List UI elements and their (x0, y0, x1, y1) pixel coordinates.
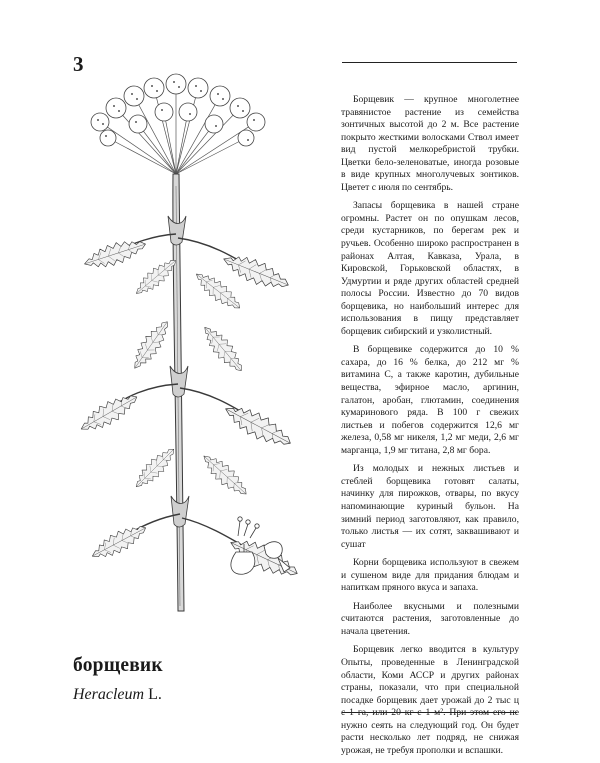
latin-name (73, 686, 162, 704)
paragraph-2: Запасы борщевика в нашей стране огромны. Растет он по опушкам лесов, среди кустарников, по берегам рек и ручьев. Особенно широко распространен в районах Алтая, Кавказа, Урала, в Кировской, Горьковской областях, в Удмуртии и ряде других областей средней полосы России. Известно до 70 видов борщевика, но наибольший интерес для использования в пищу представляет борщевик сибирский и узколистный. (341, 200, 519, 337)
paragraph-4: Из молодых и нежных листьев и стеблей борщевика готовят салаты, начинку для пирожков, отвары, по вкусу напоминающие куриный бульон. На зимний период заготовляют, как правило, только листья — их сотят, заквашивают и сушат (341, 463, 519, 550)
latin-author: L. (148, 686, 162, 703)
top-rule (342, 62, 517, 63)
paragraph-6: Наиболее вкусными и полезными считаются растения, заготовленные до начала цветения. (341, 600, 519, 637)
paragraph-7: Борщевик легко вводится в культуру Опыты, проведенные в Ленинградской области, Коми АССР и других районах страны, показали, что при специальной посадке борщевик дает урожай до 2 тыс ц с 1 га, или 20 кг с 1 м². При этом его не нужно сеять на следующий год. Он будет расти несколько лет подряд, не снижая урожая, не требуя прополки и вспашки. (341, 644, 519, 756)
bottom-rule (342, 712, 517, 713)
hogweed-plant-illustration-icon (68, 66, 308, 626)
paragraph-3: В борщевике содержится до 10 % сахара, до 16 % белка, до 212 мг % витамина С, а также каротин, дубильные вещества, эфирное масло, аргинин, галатон, аробан, глютамин, соединения кумаринового ряда. В 100 г свежих листьев и побегов содержится 12,6 мг железа, 0,58 мг никеля, 1,2 мг меди, 2,6 мг марганца, 1,9 мг титана, 2,8 мг бора. (341, 344, 519, 456)
paragraph-5: Корни борщевика используют в свежем и сушеном виде для придания блюдам и напиткам пряного вкуса и запаха. (341, 557, 519, 594)
latin-genus: Heracleum (73, 686, 145, 703)
article-text (341, 94, 519, 763)
page-number: 3 (73, 52, 84, 76)
paragraph-1: Борщевик — крупное многолетнее травянистое растение из семейства зонтичных высотой до 2 м. Все растение покрыто жесткими волосками Ствол имеет вид пустой мелкоребристой трубки. Цветки бело-зеленоватые, иногда розовые в виде крупных многолучевых зонтиков. Цветет с июля по сентябрь. (341, 94, 519, 193)
plant-name: борщевик (73, 655, 163, 676)
